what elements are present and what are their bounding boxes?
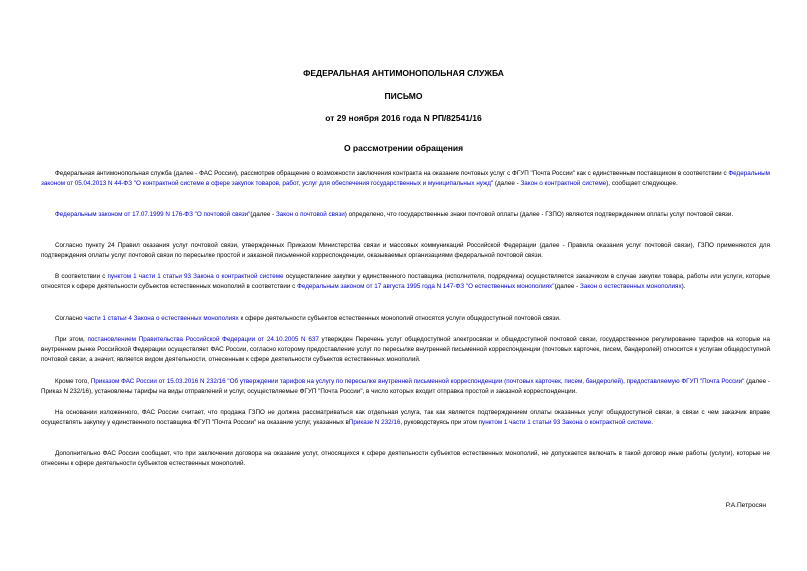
legal-reference-link[interactable]: Закон о почтовой связи [275,211,345,218]
paragraph-text: ), сообщает следующее. [606,180,678,188]
legal-reference-link[interactable]: Закон о естественных монополиях [580,283,682,291]
paragraph-text: Согласно пункту 24 Правил оказания услуг почтовой связи, утвержденных Приказом Министерства связи и массовых коммуникаций Российской Федерации (далее - Правила оказания услуг почтовой связи), ГЗПО применяются для подтверждения оплаты услуг почтовой связи по пересылке простой и заказной письменной корреспонденции, оказываемых организациями федеральной почтовой связи. [41,242,770,260]
document-date-number: от 29 ноября 2016 года N РП/82541/16 [325,113,482,123]
legal-reference-link[interactable]: пунктом 1 части 1 статьи 93 Закона о контрактной системе [478,419,652,427]
paragraph-6 [41,335,770,366]
paragraph-text: к сфере деятельности субъектов естественных монополий относятся услуги общедоступной почтовой связи. [238,315,561,322]
legal-reference-link[interactable]: Федеральным законом от 17 августа 1995 года N 147-ФЗ "О естественных монополиях" [297,283,555,291]
legal-reference-link[interactable]: Приказом ФАС России от 15.03.2016 N 232/16 "Об утверждении тарифов на услугу по пересылке внутренней письменной корреспонденции (почтовых карточек, писем, бандеролей), предоставляемую ФГУП "Почта России" [90,378,745,385]
paragraph-text: утвержден Перечень услуг общедоступной электросвязи и общедоступной почтовой связи, государственное регулирование тарифов на которые на внутреннем рынке Российской Федерации осуществляет ФАС России, согласно которому предоставление услуг по пересылке внутренней письменной корреспонденции (почтовых карточек, писем, бандеролей) относится к услугам общедоступной почтовой связи, а значит, является видом деятельности, отнесенным к сфере деятельности субъектов естественных монополий. [41,336,770,364]
paragraph-text: Согласно [55,315,85,322]
legal-reference-link[interactable]: Федеральным законом от 17.07.1999 N 176-ФЗ "О почтовой связи" [55,211,251,218]
legal-reference-link[interactable]: постановлением Правительства Российской Федерации от 24.10.2005 N 637 [87,336,319,343]
paragraph-text: осуществление закупки у единственного поставщика (исполнителя, подрядчика) осуществляется заказчиком в случае закупки товара, работы или услуги, которые относятся к сфере деятельности субъектов естественных монополий в соответствии с [41,273,770,291]
document-subject: О рассмотрении обращения [343,143,464,153]
paragraph-text: (далее - Приказ N 232/16), установлены тарифы на виды отправлений и услуг, осуществляемые ФГУП "Почта России", в число которых входит отправка простой и заказной корреспонденции. [41,378,770,396]
paragraph-text: . [651,419,653,427]
paragraph-text: (далее - [554,283,581,291]
legal-reference-link[interactable]: пунктом 1 части 1 статьи 93 Закона о контрактной системе [107,273,284,280]
paragraph-9 [41,449,770,469]
paragraph-text: (далее - [250,211,276,218]
paragraph-text: На основании изложенного, ФАС России считает, что продажа ГЗПО не должна рассматриваться как отдельная услуга, так как является подтверждением оплаты оказанных услуг общедоступной связи, в связи с чем заказчик вправе осуществлять закупку у единственного поставщика ФГУП "Почта России" на оказание услуг, указанных в [41,409,770,427]
paragraph-2 [41,210,770,220]
signature: Р.А.Петросян [725,502,766,509]
paragraph-text: При этом, [55,336,88,343]
legal-reference-link[interactable]: Закон о контрактной системе [520,180,607,188]
legal-reference-link[interactable]: Приказе N 232/16 [348,419,401,427]
paragraph-5 [41,314,770,324]
paragraph-text: , руководствуясь при этом [400,419,479,427]
paragraph-text: Кроме того, [55,378,91,385]
paragraph-7 [41,377,770,397]
paragraph-3 [41,241,770,261]
paragraph-1 [41,169,770,189]
legal-reference-link[interactable]: части 1 статьи 4 Закона о естественных монополиях [84,315,239,322]
paragraph-text: Федеральная антимонопольная служба (далее - ФАС России), рассмотрев обращение о возможности заключения контракта на оказание почтовых услуг с ФГУП "Почта России" как с единственным поставщиком в соответствии с [55,170,729,177]
paragraph-text: (далее - [493,180,521,188]
legal-reference-link[interactable]: Федеральным законом от 05.04.2013 N 44-ФЗ "О контрактной системе в сфере закупок товаров, работ, услуг для обеспечения государственных и муниципальных нужд" [41,170,770,188]
organization-title: ФЕДЕРАЛЬНАЯ АНТИМОНОПОЛЬНАЯ СЛУЖБА [303,68,504,78]
paragraph-text: Дополнительно ФАС России сообщает, что при заключении договора на оказание услуг, относящихся к сфере деятельности субъектов естественных монополий, не допускается включать в такой договор иные работы (услуги), которые не отнесены к сфере деятельности субъектов естественных монополий. [41,450,770,468]
paragraph-text: ). [681,283,686,291]
paragraph-text: В соответствии с [55,273,108,280]
paragraph-text: ) определено, что государственные знаки почтовой оплаты (далее - ГЗПО) являются подтверждением оплаты услуг почтовой связи. [344,211,734,218]
paragraph-4 [41,272,770,292]
document-type: ПИСЬМО [384,91,423,101]
paragraph-8 [41,408,770,428]
